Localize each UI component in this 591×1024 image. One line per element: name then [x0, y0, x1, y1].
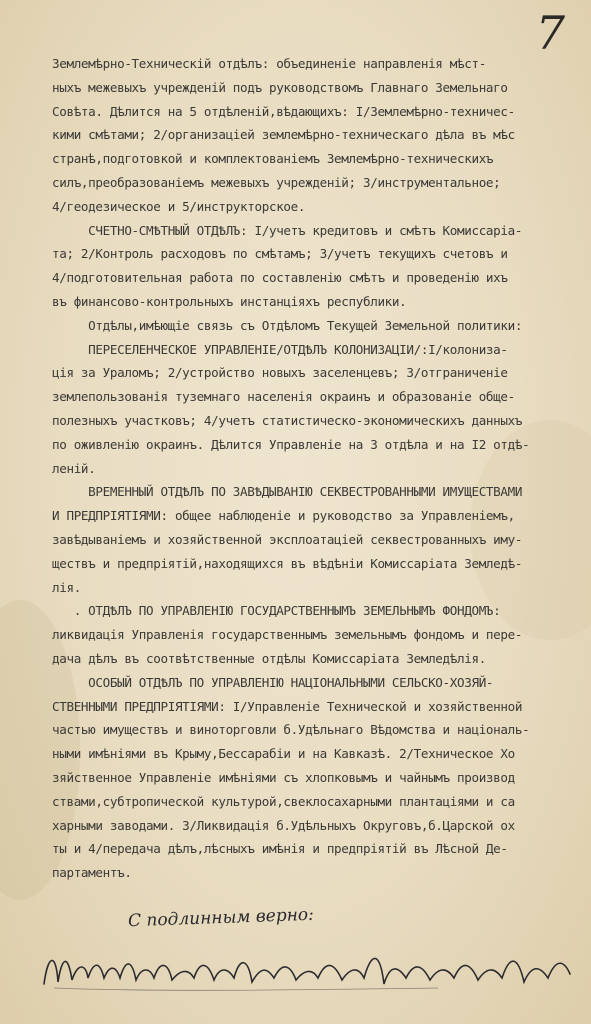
text-line: Землемѣрно-Техническій отдѣлъ: объединеніе направленія мѣст- [52, 56, 486, 71]
text-line: зяйственное Управленіе имѣніями съ хлопковымъ и чайнымъ производ [52, 769, 515, 785]
text-line: та; 2/Контроль расходовъ по смѣтамъ; 3/учетъ текущихъ счетовъ и [52, 246, 508, 262]
certification-note: С подлинным верно: [127, 904, 315, 932]
text-line: лія. [52, 579, 81, 595]
text-line: харными заводами. 3/Ликвидація б.Удѣльныхъ Округовъ,б.Царской ох [52, 817, 515, 833]
text-line: 4/подготовительная работа по составленію смѣтъ и проведенію ихъ [52, 270, 508, 286]
text-line: частью имуществъ и виноторговли б.Удѣльнаго Вѣдомства и національ- [52, 722, 530, 738]
text-line: ПЕРЕСЕЛЕНЧЕСКОЕ УПРАВЛЕНІЕ/ОТДѢЛЪ КОЛОНИЗАЦІИ/:I/колониза- [52, 341, 508, 357]
text-line: ликвидація Управленія государственнымъ земельнымъ фондомъ и пере- [52, 627, 523, 643]
text-line: ты и 4/передача дѣлъ,лѣсныхъ имѣнія и предпріятій въ Лѣсной Де- [52, 841, 508, 857]
document-body [52, 52, 574, 885]
text-line: землепользованія туземнаго населенія окраинъ и образованіе обще- [52, 389, 515, 405]
text-line: завѣдываніемъ и хозяйственной эксплоатаціей секвестрованныхъ иму- [52, 531, 523, 547]
text-line: И ПРЕДПРІЯТІЯМИ: общее наблюденіе и руководство за Управленіемъ, [52, 508, 515, 524]
page-number: 7 [535, 6, 565, 60]
text-line: въ финансово-контрольныхъ инстанціяхъ республики. [52, 293, 407, 309]
text-line: ныхъ межевыхъ учрежденій подъ руководствомъ Главнаго Земельнаго [52, 79, 508, 95]
text-line: странѣ,подготовкой и комплектованіемъ Землемѣрно-техническихъ [52, 151, 494, 167]
text-line: по оживленію окраинъ. Дѣлится Управленіе на 3 отдѣла и на I2 отдѣ- [52, 436, 530, 452]
text-line: кими смѣтами; 2/организаціей землемѣрно-техническаго дѣла въ мѣс [52, 127, 515, 143]
text-line: ществъ и предпріятій,находящихся въ вѣдѣніи Комиссаріата Земледѣ- [52, 555, 523, 571]
text-line: ными имѣніями въ Крыму,Бессарабіи и на Кавказѣ. 2/Техническое Хо [52, 746, 515, 762]
text-line: ВРЕМЕННЫЙ ОТДѢЛЪ ПО ЗАВѢДЫВАНІЮ СЕКВЕСТРОВАННЫМИ ИМУЩЕСТВАМИ [52, 484, 523, 500]
text-line: леній. [52, 460, 96, 476]
text-line: 4/геодезическое и 5/инструкторское. [52, 198, 306, 214]
text-line: СЧЕТНО-СМѢТНЫЙ ОТДѢЛЪ: I/учетъ кредитовъ и смѣтъ Комиссаріа- [52, 222, 523, 238]
text-line: . ОТДѢЛЪ ПО УПРАВЛЕНІЮ ГОСУДАРСТВЕННЫМЪ ЗЕМЕЛЬНЫМЪ ФОНДОМЪ: [52, 603, 501, 619]
text-line: ція за Ураломъ; 2/устройство новыхъ заселенцевъ; 3/отграниченіе [52, 365, 508, 381]
text-line: дача дѣлъ въ соотвѣтственные отдѣлы Комиссаріата Земледѣлія. [52, 650, 486, 666]
text-line: силъ,преобразованіемъ межевыхъ учрежденій; 3/инструментальное; [52, 174, 501, 190]
text-line: полезныхъ участковъ; 4/учетъ статистическо-экономическихъ данныхъ [52, 412, 523, 428]
text-line: партаментъ. [52, 865, 132, 881]
text-line: СТВЕННЫМИ ПРЕДПРІЯТІЯМИ: I/Управленіе Технической и хозяйственной [52, 698, 523, 714]
text-line: ствами,субтропической культурой,свеклосахарными плантаціями и са [52, 793, 515, 809]
text-line: Отдѣлы,имѣющіе связь съ Отдѣломъ Текущей Земельной политики: [52, 317, 523, 333]
text-line: Совѣта. Дѣлится на 5 отдѣленій,вѣдающихъ: I/Землемѣрно-техничес- [52, 103, 515, 119]
signature [38, 944, 578, 1000]
text-line: ОСОБЫЙ ОТДѢЛЪ ПО УПРАВЛЕНІЮ НАЦІОНАЛЬНЫМИ СЕЛЬСКО-ХОЗЯЙ- [52, 674, 494, 690]
